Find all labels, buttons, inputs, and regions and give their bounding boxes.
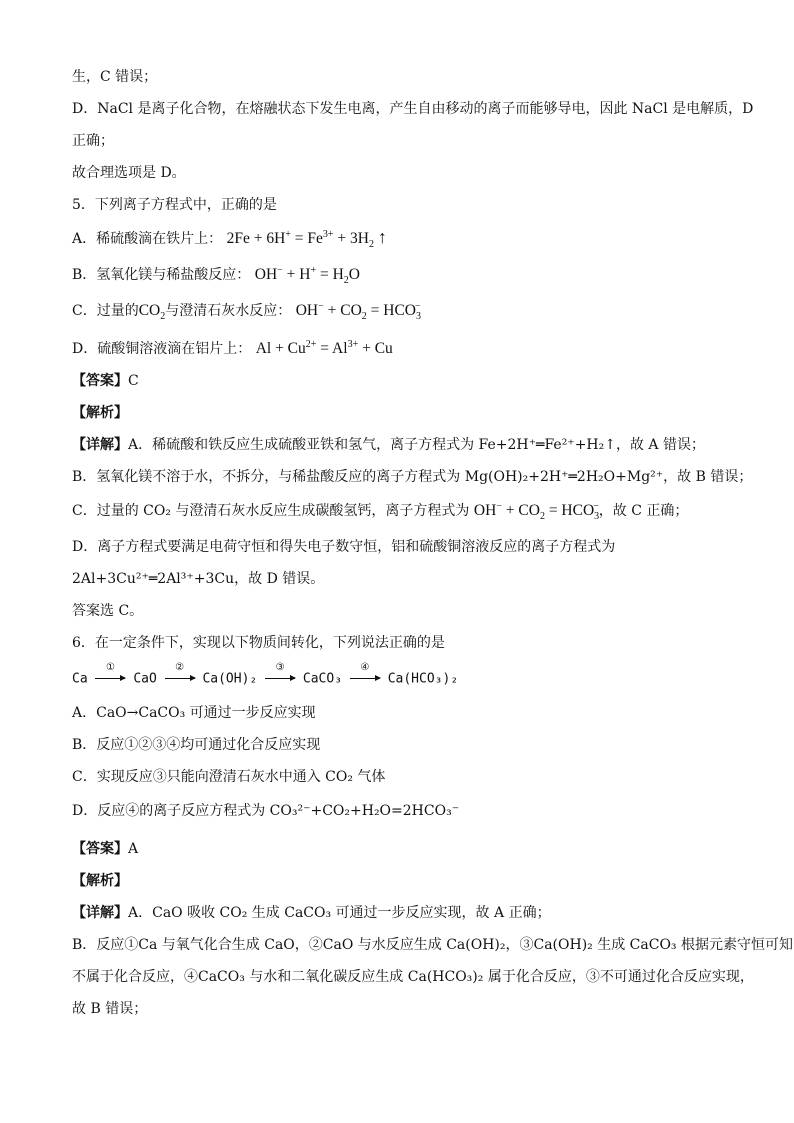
q5-option-a xyxy=(72,227,387,251)
detail-tag: 【详解】 xyxy=(72,437,128,453)
q6-detail-3: 不属于化合反应，④CaCO₃ 与水和二氧化碳反应生成 Ca(HCO₃)₂ 属于化合反应，③不可通过化合反应实现， xyxy=(72,969,754,985)
equation: $OH^- + CO_2 = HCO_3^-$ xyxy=(295,300,421,323)
q6-answer xyxy=(72,840,138,858)
equation: $2Fe + 6H^+ = Fe^{3+} + 3H_2$ ↑ xyxy=(226,227,387,251)
option-label: D．硫酸铜溶液滴在铝片上： xyxy=(72,341,252,357)
conversion-chain: Ca ① CaO ② Ca(OH)₂ ③ CaCO₃ ④ Ca(HCO₃)₂ xyxy=(72,662,459,687)
arrow-icon: ① xyxy=(95,670,125,688)
question-6-stem: 6．在一定条件下，实现以下物质间转化，下列说法正确的是 xyxy=(72,635,445,651)
text-line: 故合理选项是 D。 xyxy=(72,165,186,181)
q6-option-c: C．实现反应③只能向澄清石灰水中通入 CO₂ 气体 xyxy=(72,769,386,785)
q5-detail-1: 【详解】A．稀硫酸和铁反应生成硫酸亚铁和氢气，离子方程式为 Fe+2H⁺═Fe²⁺+H₂↑，故 A 错误； xyxy=(72,437,705,453)
arrow-icon: ④ xyxy=(350,670,380,688)
text-line: 正确； xyxy=(72,133,114,149)
q6-detail-2: B．反应①Ca 与氧气化合生成 CaO，②CaO 与水反应生成 Ca(OH)₂，③Ca(OH)₂ 生成 CaCO₃ 根据元素守恒可知 xyxy=(72,937,793,953)
equation: $Al + Cu^{2+} = Al^{3+} + Cu$ xyxy=(255,338,393,357)
q5-detail-5: 2Al+3Cu²⁺═2Al³⁺+3Cu，故 D 错误。 xyxy=(72,571,325,587)
q5-detail-6: 答案选 C。 xyxy=(72,603,144,619)
equation: $OH^- + CO_2 = HCO_3^-$ xyxy=(473,500,600,523)
q5-detail-2: B．氢氧化镁不溶于水，不拆分，与稀盐酸反应的离子方程式为 Mg(OH)₂+2H⁺═2H₂O+Mg²⁺，故 B 错误； xyxy=(72,469,753,485)
q6-option-a: A．CaO→CaCO₃ 可通过一步反应实现 xyxy=(72,705,316,721)
answer-value: A xyxy=(128,841,139,857)
answer-value: C xyxy=(128,373,139,389)
option-label: 与澄清石灰水反应： xyxy=(165,303,292,319)
option-label: B．氢氧化镁与稀盐酸反应： xyxy=(72,267,251,283)
q5-analysis-tag: 【解析】 xyxy=(72,405,128,421)
equation: $OH^- + H^+ = H_2O$ xyxy=(254,264,360,287)
arrow-icon: ② xyxy=(165,670,195,688)
detail-tag: 【详解】 xyxy=(72,905,128,921)
option-label: C．过量的 xyxy=(72,303,139,319)
q5-detail-4: D．离子方程式要满足电荷守恒和得失电子数守恒，铝和硫酸铜溶液反应的离子方程式为 xyxy=(72,539,616,555)
q6-analysis-tag: 【解析】 xyxy=(72,873,128,889)
q5-option-d xyxy=(72,340,393,358)
q6-detail-4: 故 B 错误； xyxy=(72,1001,148,1017)
q5-detail-3: C．过量的 CO₂ 与澄清石灰水反应生成碳酸氢钙，离子方程式为 $OH^- + CO_2 = HCO_3^-$，故 C 正确； xyxy=(72,500,689,523)
arrow-icon: ③ xyxy=(265,670,295,688)
option-label: A．稀硫酸滴在铁片上： xyxy=(72,231,223,247)
answer-tag: 【答案】 xyxy=(72,373,128,389)
q6-option-b: B．反应①②③④均可通过化合反应实现 xyxy=(72,737,321,753)
q6-detail-1: 【详解】A．CaO 吸收 CO₂ 生成 CaCO₃ 可通过一步反应实现，故 A 正确； xyxy=(72,905,551,921)
q5-answer xyxy=(72,372,139,390)
text-line: D．NaCl 是离子化合物，在熔融状态下发生电离，产生自由移动的离子而能够导电，因此 NaCl 是电解质，D xyxy=(72,101,754,117)
q6-option-d: D．反应④的离子反应方程式为 CO₃²⁻+CO₂+H₂O=2HCO₃⁻ xyxy=(72,803,460,819)
q5-option-c: C．过量的$CO_2$与澄清石灰水反应： $OH^- + CO_2 = HCO_3^-$ xyxy=(72,300,421,323)
text-line: 生，C 错误； xyxy=(72,69,158,85)
answer-tag: 【答案】 xyxy=(72,841,128,857)
q5-option-b xyxy=(72,264,360,287)
question-5-stem: 5．下列离子方程式中，正确的是 xyxy=(72,197,277,213)
